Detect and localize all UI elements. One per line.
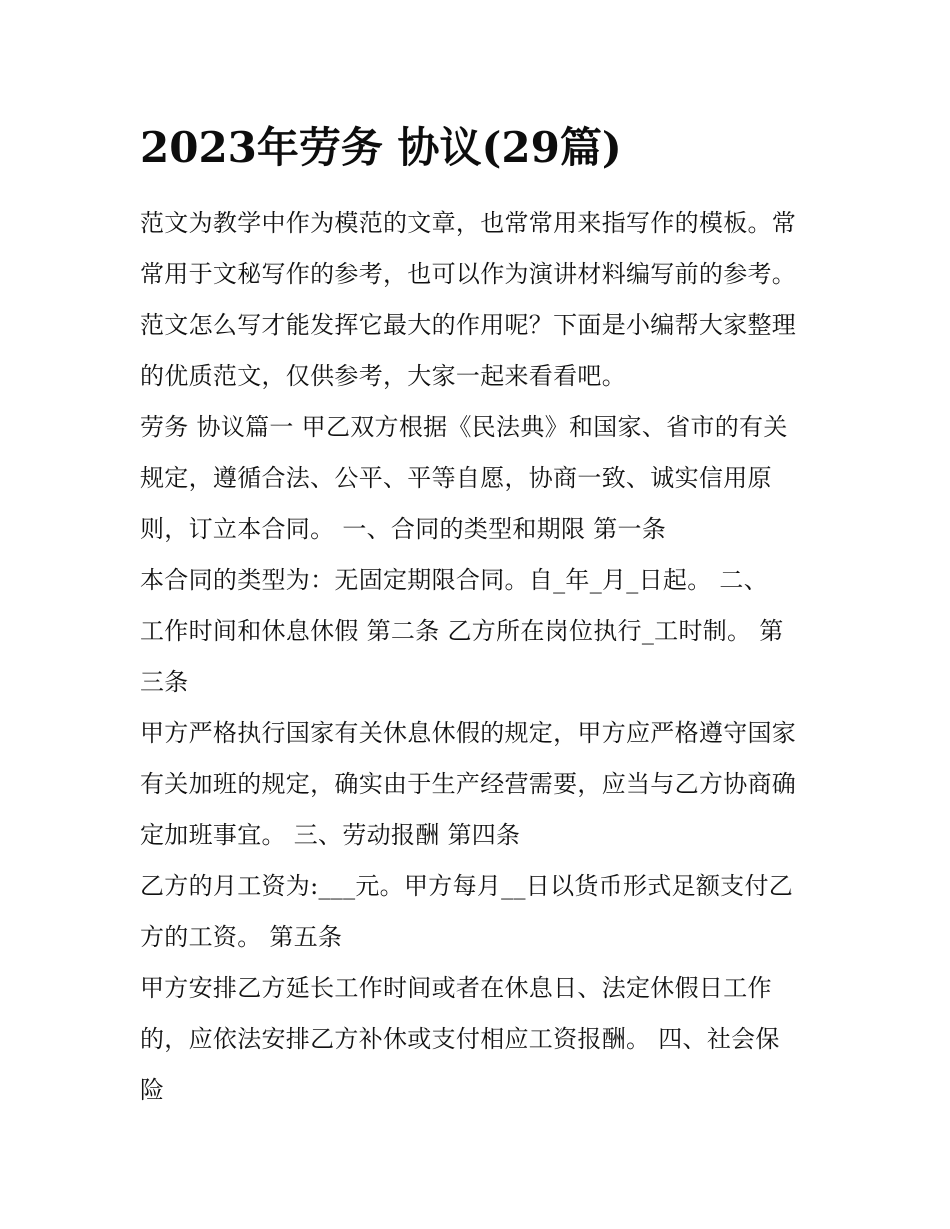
body-line: 甲方严格执行国家有关休息休假的规定，甲方应严格遵守国家 (140, 719, 797, 747)
body-line: 有关加班的规定，确实由于生产经营需要，应当与乙方协商确 (140, 770, 797, 798)
body-line: 工作时间和休息休假 第二条 乙方所在岗位执行_工时制。 第 (140, 617, 784, 645)
document-title: 2023年劳务 协议(29篇) (140, 123, 622, 172)
body-line: 范文怎么写才能发挥它最大的作用呢？下面是小编帮大家整理 (140, 311, 797, 339)
body-line: 甲方安排乙方延长工作时间或者在休息日、法定休假日工作 (140, 974, 772, 1002)
body-line: 险 (140, 1076, 165, 1104)
body-line: 范文为教学中作为模范的文章，也常常用来指写作的模板。常 (140, 209, 797, 237)
body-line: 方的工资。 第五条 (140, 923, 343, 951)
body-line: 本合同的类型为：无固定期限合同。自_年_月_日起。 二、 (140, 566, 769, 594)
body-line: 定加班事宜。 三、劳动报酬 第四条 (140, 821, 521, 849)
body-line: 乙方的月工资为:___元。甲方每月__日以货币形式足额支付乙 (140, 872, 794, 900)
body-line: 则，订立本合同。 一、合同的类型和期限 第一条 (140, 515, 667, 543)
body-line: 规定，遵循合法、公平、平等自愿，协商一致、诚实信用原 (140, 464, 772, 492)
body-line: 的，应依法安排乙方补休或支付相应工资报酬。 四、社会保 (140, 1025, 780, 1053)
body-line: 劳务 协议篇一 甲乙双方根据《民法典》和国家、省市的有关 (140, 413, 788, 441)
body-line: 常用于文秘写作的参考，也可以作为演讲材料编写前的参考。 (140, 260, 797, 288)
body-line: 的优质范文，仅供参考，大家一起来看看吧。 (140, 362, 626, 390)
body-line: 三条 (140, 668, 189, 696)
